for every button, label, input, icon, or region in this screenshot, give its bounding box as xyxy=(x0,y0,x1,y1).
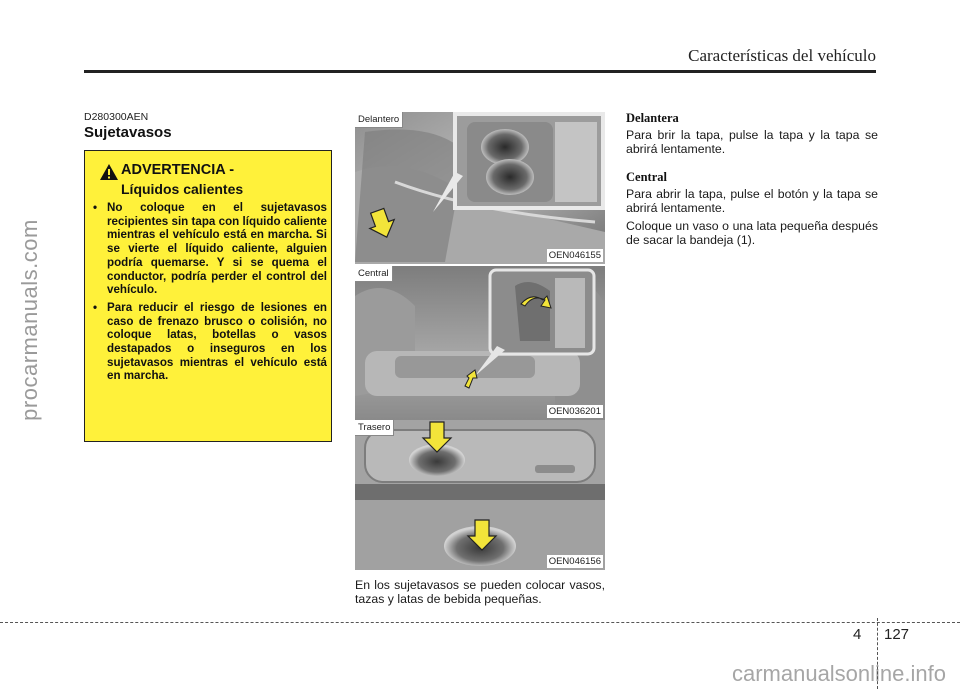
warning-triangle-icon xyxy=(99,163,119,181)
warning-box xyxy=(84,150,332,442)
rear-cupholder-illustration xyxy=(355,420,605,570)
front-text: Para brir la tapa, pulse la tapa y la tapa se abrirá lentamente. xyxy=(626,128,878,156)
figure-front-cupholder xyxy=(355,112,605,264)
figure-code-front: OEN046155 xyxy=(548,250,601,261)
figure-center-cupholder xyxy=(355,266,605,420)
figure-code-rear: OEN046156 xyxy=(548,556,601,567)
warning-subtitle: Líquidos calientes xyxy=(121,181,244,197)
center-heading: Central xyxy=(626,170,667,184)
front-heading: Delantera xyxy=(626,111,679,125)
footer-rule xyxy=(0,622,960,623)
figure-label-front: Delantero xyxy=(355,112,403,128)
figure-label-rear: Trasero xyxy=(355,420,394,436)
page-section-number: 4 xyxy=(853,626,862,643)
center-text-1: Para abrir la tapa, pulse el botón y la tapa se abrirá lentamente. xyxy=(626,187,878,215)
warning-list xyxy=(93,201,327,387)
watermark-side: procarmanuals.com xyxy=(17,219,42,421)
warning-item: • Para reducir el riesgo de lesiones en caso de frenazo brusco o colisión, no coloque latas, botellas o vasos destapados o inseguros en los sujetavasos mientras el vehículo está en marcha. xyxy=(93,301,327,383)
section-title: Sujetavasos xyxy=(84,124,172,141)
footer-divider xyxy=(877,618,878,689)
header-rule xyxy=(84,70,876,73)
figure-rear-cupholder xyxy=(355,420,605,570)
warning-title: ADVERTENCIA - xyxy=(121,162,235,178)
figure-code-center: OEN036201 xyxy=(548,406,601,417)
figure-label-center: Central xyxy=(355,266,393,282)
figure-caption: En los sujetavasos se pueden colocar vasos, tazas y latas de bebida pequeñas. xyxy=(355,578,605,606)
page-number: 127 xyxy=(884,626,910,643)
right-column xyxy=(626,111,878,251)
chapter-title: Características del vehículo xyxy=(688,46,876,65)
front-cupholder-illustration xyxy=(355,112,605,264)
center-cupholder-illustration xyxy=(355,266,605,420)
warning-item: • No coloque en el sujetavasos recipientes sin tapa con líquido caliente mientras el vehículo está en marcha. Si se vierte el líquido caliente, alguien podría quemarse. Y si se quema el conductor, podría perder el control del vehículo. xyxy=(93,201,327,297)
center-text-2: Coloque un vaso o una lata pequeña después de sacar la bandeja (1). xyxy=(626,219,878,247)
watermark-bottom: carmanualsonline.info xyxy=(731,661,946,686)
section-code: D280300AEN xyxy=(84,111,149,123)
